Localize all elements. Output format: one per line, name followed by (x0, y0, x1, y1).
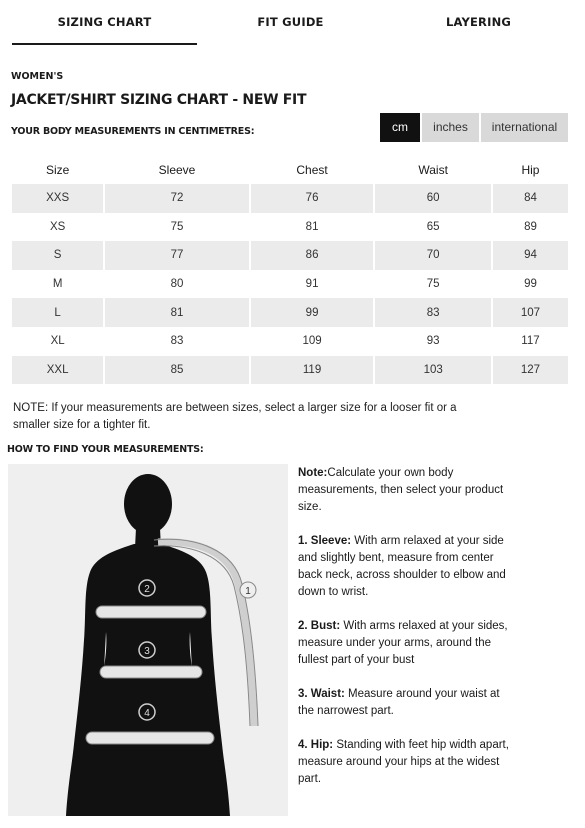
instruction-sleeve (298, 533, 518, 601)
table-cell: 103 (375, 356, 491, 385)
instruction-label: 1. Sleeve: (298, 535, 352, 547)
table-cell: 60 (375, 184, 491, 213)
table-cell: 99 (251, 298, 374, 327)
table-row (12, 298, 568, 327)
table-cell: L (12, 298, 103, 327)
table-cell: 81 (105, 298, 249, 327)
unit-international-button[interactable]: international (481, 113, 568, 142)
table-cell: 109 (251, 327, 374, 356)
instruction-text: Measure around your waist at the narrowest part. (298, 688, 500, 717)
table-cell: 99 (493, 270, 568, 299)
marker-2 (139, 580, 155, 596)
measurement-diagram (8, 464, 288, 816)
marker-1-label: 1 (245, 586, 251, 597)
table-cell: 91 (251, 270, 374, 299)
instruction-bust (298, 618, 518, 669)
table-cell: XXS (12, 184, 103, 213)
table-header-row (12, 155, 568, 184)
unit-inches-button[interactable]: inches (422, 113, 479, 142)
table-cell: 89 (493, 213, 568, 242)
table-cell: 83 (105, 327, 249, 356)
size-table (10, 155, 570, 384)
table-cell: 83 (375, 298, 491, 327)
instruction-text: With arms relaxed at your sides, measure under your arms, around the fullest part of your bust (298, 620, 508, 666)
table-cell: 93 (375, 327, 491, 356)
tab-sizing-chart[interactable]: SIZING CHART (12, 0, 197, 45)
category-label: WOMEN'S (11, 71, 64, 82)
column-header-chest: Chest (296, 162, 328, 177)
tab-fit-guide[interactable]: FIT GUIDE (257, 15, 324, 29)
waist-measure-band (100, 666, 202, 678)
hip-measure-band (86, 732, 214, 744)
table-cell: 65 (375, 213, 491, 242)
column-header-waist: Waist (418, 162, 448, 177)
body-silhouette-illustration (8, 464, 288, 816)
instruction-hip (298, 737, 518, 788)
note-label: NOTE: (13, 402, 49, 414)
table-row (12, 184, 568, 213)
howto-heading: HOW TO FIND YOUR MEASUREMENTS: (7, 444, 204, 455)
table-cell: 94 (493, 241, 568, 270)
instruction-text: Calculate your own body measurements, then select your product size. (298, 467, 504, 513)
table-cell: 76 (251, 184, 374, 213)
instruction-note (298, 465, 518, 516)
marker-1 (240, 582, 256, 598)
table-cell: XL (12, 327, 103, 356)
table-cell: 127 (493, 356, 568, 385)
sizing-note (13, 400, 483, 434)
table-cell: 72 (105, 184, 249, 213)
table-cell: 84 (493, 184, 568, 213)
instruction-label: 3. Waist: (298, 688, 345, 700)
table-cell: 107 (493, 298, 568, 327)
table-row (12, 241, 568, 270)
table-row (12, 270, 568, 299)
table-cell: 86 (251, 241, 374, 270)
table-row (12, 356, 568, 385)
marker-2-label: 2 (144, 584, 150, 595)
marker-4-label: 4 (144, 708, 150, 719)
table-cell: 117 (493, 327, 568, 356)
chart-title: JACKET/SHIRT SIZING CHART - NEW FIT (11, 92, 307, 108)
table-cell: 81 (251, 213, 374, 242)
table-cell: 80 (105, 270, 249, 299)
marker-3 (139, 642, 155, 658)
tab-layering[interactable]: LAYERING (445, 15, 512, 29)
table-cell: 75 (375, 270, 491, 299)
measurement-instructions (298, 465, 518, 805)
column-header-sleeve: Sleeve (158, 162, 196, 177)
table-cell: XS (12, 213, 103, 242)
instruction-text: With arm relaxed at your side and slightly bent, measure from center back neck, across shoulder to elbow and down to wrist. (298, 535, 506, 598)
measurement-unit-caption: YOUR BODY MEASUREMENTS IN CENTIMETRES: (11, 126, 255, 137)
instruction-label: 2. Bust: (298, 620, 341, 632)
table-cell: XXL (12, 356, 103, 385)
table-row (12, 213, 568, 242)
column-header-hip: Hip (521, 162, 540, 177)
unit-cm-button[interactable]: cm (380, 113, 420, 142)
instruction-waist (298, 686, 518, 720)
column-header-size: Size (45, 162, 70, 177)
table-cell: 77 (105, 241, 249, 270)
note-text: If your measurements are between sizes, select a larger size for a looser fit or a smaller size for a tighter fit. (13, 402, 457, 431)
bust-measure-band (96, 606, 206, 618)
table-cell: 119 (251, 356, 374, 385)
table-cell: 70 (375, 241, 491, 270)
tab-bar (12, 0, 573, 45)
table-cell: S (12, 241, 103, 270)
marker-3-label: 3 (144, 646, 150, 657)
instruction-label: Note: (298, 467, 328, 479)
table-row (12, 327, 568, 356)
table-cell: 85 (105, 356, 249, 385)
marker-4 (139, 704, 155, 720)
table-cell: M (12, 270, 103, 299)
instruction-label: 4. Hip: (298, 739, 334, 751)
instruction-text: Standing with feet hip width apart, measure around your hips at the widest part. (298, 739, 509, 785)
table-cell: 75 (105, 213, 249, 242)
